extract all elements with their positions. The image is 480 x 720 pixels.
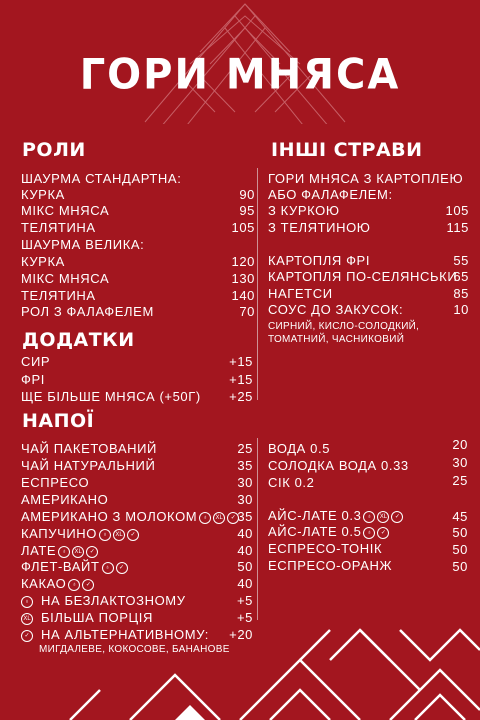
lactose-free-icon: ♁ [21, 596, 33, 608]
sauce-note: ТОМАТНИЙ, ЧАСНИКОВИЙ [268, 334, 405, 345]
plant-milk-icon: ✓ [227, 512, 239, 524]
section-heading-other-dishes: ІНШІ СТРАВИ [271, 139, 423, 161]
plant-milk-icon: ✓ [391, 511, 403, 523]
xl-size-icon: XL [21, 613, 33, 625]
lactose-free-icon: ♁ [58, 546, 70, 558]
section-heading-rolls: РОЛИ [22, 139, 86, 161]
section-heading-drinks: НАПОЇ [22, 410, 95, 432]
column-divider-top [257, 168, 258, 400]
page-title: ГОРИ МНЯСА [79, 50, 401, 100]
plant-milk-icon: ✓ [377, 527, 389, 539]
plant-milk-icon: ✓ [82, 579, 94, 591]
xl-size-icon: XL [113, 529, 125, 541]
lactose-free-icon: ♁ [363, 527, 375, 539]
sauce-note: СИРНИЙ, КИСЛО-СОЛОДКИЙ, [268, 321, 420, 332]
lactose-free-icon: ♁ [363, 511, 375, 523]
section-heading-addons: ДОДАТКИ [22, 329, 135, 351]
lactose-free-icon: ♁ [99, 529, 111, 541]
xl-size-icon: XL [213, 512, 225, 524]
plant-milk-icon: ✓ [86, 546, 98, 558]
plant-milk-icon: ✓ [116, 562, 128, 574]
plant-milk-icon: ✓ [127, 529, 139, 541]
xl-size-icon: XL [377, 511, 389, 523]
plant-milk-icon: ✓ [21, 630, 33, 642]
lactose-free-icon: ♁ [68, 579, 80, 591]
bottom-geometric-ornament [0, 590, 480, 720]
lactose-free-icon: ♁ [102, 562, 114, 574]
xl-size-icon: XL [72, 546, 84, 558]
lactose-free-icon: ♁ [199, 512, 211, 524]
alt-milk-note: МИГДАЛЕВЕ, КОКОСОВЕ, БАНАНОВЕ [39, 644, 230, 655]
